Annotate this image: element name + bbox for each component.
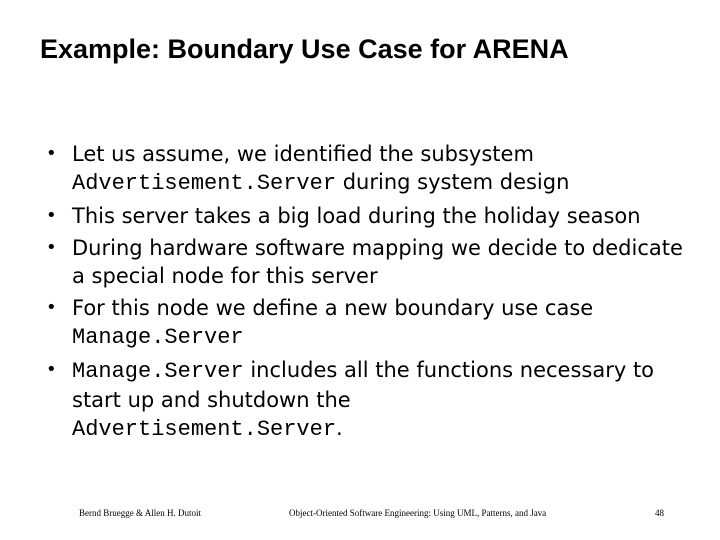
bullet-text: Let us assume, we identified the subsystem xyxy=(72,142,534,166)
code-term: Manage.Server xyxy=(72,359,244,384)
bullet-list xyxy=(46,140,686,448)
footer-book-title: Object-Oriented Software Engineering: Using UML, Patterns, and Java xyxy=(289,508,547,518)
page-number: 48 xyxy=(655,508,664,518)
bullet-text: includes all the functions necessary to start up and shutdown the xyxy=(72,358,655,412)
bullet-item xyxy=(46,356,686,444)
bullet-item xyxy=(46,140,686,198)
bullet-text-tail: during system design xyxy=(336,170,570,194)
code-term: Advertisement.Server xyxy=(72,417,337,442)
bullet-text: This server takes a big load during the holiday season xyxy=(72,204,641,228)
footer-authors: Bernd Bruegge & Allen H. Dutoit xyxy=(79,508,201,518)
code-term: Manage.Server xyxy=(72,325,244,350)
slide-title: Example: Boundary Use Case for ARENA xyxy=(40,34,569,64)
bullet-item xyxy=(46,294,686,352)
bullet-item xyxy=(46,202,686,230)
bullet-item xyxy=(46,234,686,290)
bullet-text: For this node we define a new boundary use case xyxy=(72,296,594,320)
code-term: Advertisement.Server xyxy=(72,171,337,196)
bullet-text: During hardware software mapping we decide to dedicate a special node for this server xyxy=(72,236,683,288)
bullet-text-tail: . xyxy=(336,416,343,440)
